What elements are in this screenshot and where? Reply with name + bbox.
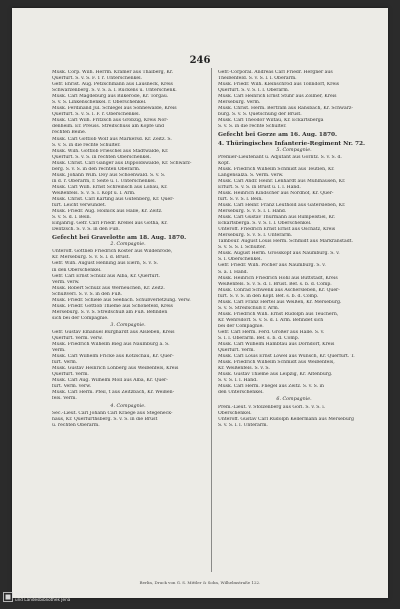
- casualty-entry-line: Musk. Carl Franz Hertel aus Weißen, Kr. Merseburg.: [218, 299, 342, 305]
- casualty-entry-line: Verm. verw.: [52, 279, 80, 285]
- casualty-entry-line: S. v. S. in die rechte Schulter.: [218, 124, 287, 130]
- company-heading-3: 3. Compagnie.: [110, 322, 146, 328]
- casualty-entry-line: Gefr. Gustav Emanuel Burghardt aus Alsleben, Kreis: [52, 329, 175, 335]
- column-divider: [211, 68, 212, 572]
- casualty-entry-line: S. v. S. d. l. Bein.: [52, 215, 92, 221]
- casualty-entry-line: Unteroff. Gottlieb Friedrich Köster aus Wildenrode,: [52, 249, 173, 255]
- casualty-entry-line: S. v. S. S. l. Schulter.: [218, 245, 266, 251]
- casualty-entry-line: Musk. Friedrich Wilhelm Bieg aus Naumburg a. S.: [52, 342, 170, 348]
- casualty-entry-line: Sec.-Lieut. Carl Johann Carl Kraege aus Stegeneck-: [52, 410, 173, 416]
- casualty-entry-line: Musk. Conrad Schwenk aus Aschersleben, Kr. Quer-: [218, 287, 340, 293]
- casualty-entry-line: Prem.-Lieut. v. Stolzenberg aus Görl. S. v. S. i.: [218, 404, 326, 410]
- casualty-entry-line: bei der Compagnie.: [218, 323, 264, 329]
- casualty-entry-line: Querfurt. S. v. S. l. l. Oberarm.: [218, 88, 290, 94]
- casualty-entry-line: Musk. Gustav Heinrich Lohberg aus Weißenfels, Kreis: [52, 366, 179, 372]
- casualty-entry-line: Musk. Carl Theodor Wiltau, Kr. Eckartsberga: [218, 118, 324, 124]
- casualty-entry-line: Einjährig. Gefr. Carl Friedr. Kreßel aus Gotha, Kr.: [52, 221, 168, 227]
- casualty-entry-line: Musk. Carl Heinrich Ernst Stuhr aus Zöllner, Kreis: [218, 94, 337, 100]
- casualty-entry-line: rechten Beine.: [52, 130, 87, 136]
- casualty-entry-line: Schußverl. S. v. S. in den Fuß.: [52, 291, 123, 297]
- casualty-entry-line: Musk. Christ. Carl Gänger aus Dippoldswalde, Kr. Schwarz-: [52, 160, 192, 166]
- casualty-entry-line: Premier-Lieutenant u. Adjutant aus Görlitz. S. v. S. d.: [218, 154, 342, 160]
- company-5-list: [218, 155, 370, 397]
- casualty-entry-line: S. l. l. Oberarm. Bef. s. b. d. Comp.: [218, 336, 300, 342]
- casualty-entry-line: furt. Verm. verw.: [52, 384, 92, 390]
- casualty-entry-line: Musk. Friedrich Wilh. Ernst Rudolph aus Teuchern,: [218, 311, 339, 317]
- casualty-entry-line: Theißenfeld. S. v. S. l. l. Oberarm.: [218, 76, 297, 82]
- casualty-entry-line: Musk. Carl Andr. Heinr. Lenhardt aus Mühlhausen, Kr.: [218, 178, 346, 184]
- casualty-entry-line: Musk. Carl Magdeburg aus Bilkerode, Kr. Torgau.: [52, 94, 169, 100]
- casualty-entry-line: furt. Verm.: [52, 360, 78, 366]
- casualty-entry-line: Querfurt. S. v. S. F. 1 r. Unterschenkel.: [52, 76, 143, 82]
- casualty-entry-line: Weißenfels. S. v. S. d. l. Brust. Bef. s. b. d. Comp.: [218, 281, 332, 287]
- casualty-entry-line: Querfurt. S. v. S. l. F. r. Oberschenkel.: [52, 112, 141, 118]
- casualty-entry-line: furt. S. v. S. in den Kopf. Bef. s. b. d. Comp.: [218, 293, 319, 299]
- casualty-entry-line: furt. Leicht verwundet.: [52, 203, 107, 209]
- casualty-entry-line: Gefr. Wilh. August Henning aus Eiern, S. v. S.: [52, 261, 158, 267]
- casualty-entry-line: sich bei der Compagnie.: [52, 315, 109, 321]
- casualty-entry-line: Kr. Weißenfels. S. v. S.: [218, 366, 270, 372]
- casualty-entry-line: S. a. l. Hand.: [218, 269, 249, 275]
- casualty-entry-line: Musk. Robert Schulz aus Werneuchen, Kr. Zeitz.: [52, 285, 165, 291]
- casualty-entry-line: Musk. Wilh. Gottlob Frieschel aus Stadtwalde, Kr.: [52, 148, 169, 154]
- company-heading-2: 2. Compagnie.: [110, 242, 146, 248]
- library-name-line-2: und Landesbibliothek Jena: [15, 597, 71, 602]
- casualty-entry-line: Musk. Friedr. Gottlob Thieme aus Schönefeld, Kreis: [52, 303, 173, 309]
- casualty-entry-line: Musk. Carl Wilh. Ernst Schreinsch aus Löbau, Kr.: [52, 184, 168, 190]
- casualty-entry-line: Oberschenkel.: [218, 410, 252, 416]
- casualty-entry-line: Gefr. Ehrist. Aug. Petzschmann aus Lausneck, Kreis: [52, 82, 173, 88]
- casualty-entry-line: Merseburg. S. v. S. Streifschuß am Fuß. Befinden: [52, 309, 168, 315]
- left-intro-list: [52, 70, 204, 233]
- company-4-list: [52, 411, 204, 429]
- casualty-entry-line: Gefr. Carl Herm. Ferd. Großer aus Halle. S. v.: [218, 329, 325, 335]
- library-watermark: [15, 592, 70, 602]
- casualty-entry-line: S. v. S. Streifschuß r. Arm.: [218, 305, 280, 311]
- casualty-entry-line: Verm.: [52, 348, 66, 354]
- company-heading-5: 5. Compagnie.: [276, 147, 312, 153]
- casualty-entry-line: Langensalza. S. Verm. verw.: [218, 172, 284, 178]
- document-page: [12, 8, 388, 598]
- casualty-entry-line: Musk. Carl Herm. Pfeil, t aus Zeitzbach, Kr. Weißen-: [52, 390, 175, 396]
- casualty-entry-line: Merseburg. Verm.: [218, 100, 261, 106]
- company-3-list: [52, 330, 204, 403]
- casualty-entry-line: Musk. Carl Gustav Thürmann aus Rumpelstiel, Kr.: [218, 215, 336, 221]
- right-column: [218, 70, 370, 429]
- casualty-entry-line: Unteroff. Gustav Carl Rudolph Kellermann aus Merseburg: [218, 416, 354, 422]
- casualty-entry-line: haus, Kr. Querfurthsberg. S. v. S. in die Brust: [52, 416, 158, 422]
- casualty-entry-line: Kopf.: [218, 160, 231, 166]
- casualty-entry-line: Musk. Heinrich Kindscher aus Nordhof, Kr. Quer-: [218, 190, 334, 196]
- casualty-entry-line: u. rechten Oberarm.: [52, 422, 100, 428]
- company-6-list: [218, 405, 370, 429]
- library-name-line-1: Thüringer Universitäts-: [15, 592, 64, 597]
- casualty-entry-line: Musk. Christ. Herm. Bertram aus Ransbach, Kr. Schwarz-: [218, 106, 353, 112]
- casualty-entry-line: Musk. Carl Herm. Fliegel aus Zeitz. S. v. S. in: [218, 384, 325, 390]
- casualty-entry-line: Schwarzenberg. S. v. S. a. l. Rückens u. Unterschenk.: [52, 88, 177, 94]
- casualty-entry-line: Querfurt. Verm.: [52, 372, 89, 378]
- casualty-entry-line: Musk. Carl Wilhelm Hambtau aus Dorndorf, Kreis: [218, 342, 335, 348]
- casualty-entry-line: Musk. Friedr. Aug. Hoinick aus Halle, Kr. Zeitz.: [52, 209, 163, 215]
- casualty-entry-line: Querfurt. Verm.: [218, 348, 255, 354]
- casualty-entry-line: Musk. Friedr. Wilh. Kleinschrod aus Tonndorf, Kreis: [218, 82, 340, 88]
- casualty-entry-line: Merseburg. S. v. S. l. Unterarm.: [218, 233, 293, 239]
- section-title-gravelotte: Gefecht bei Gravelotte am 18. Aug. 1870.: [52, 235, 187, 242]
- casualty-entry-line: Gefr. Carl Ernst Schulz aus Alba, Kr. Querfurt.: [52, 273, 160, 279]
- page-number: 246: [189, 55, 211, 66]
- casualty-entry-line: in den Oberschenkel.: [52, 267, 102, 273]
- casualty-entry-line: Weißenfels. S. v. S. l. Kopf u. l. Arm.: [52, 190, 136, 196]
- library-logo-icon: [3, 592, 13, 602]
- company-2-list: [52, 249, 204, 322]
- casualty-entry-line: Musk. August Herm. Grosskopf aus Naumburg. S. v.: [218, 251, 340, 257]
- printer-footer: Berlin, Druck von G. S. Mittler & Sohn, Wilhelmstraße 122.: [139, 580, 261, 585]
- casualty-entry-line: Gefr.-Corporal. Andreas Carl Friedr. Hergner aus: [218, 70, 333, 75]
- casualty-entry-line: Musk. Johann Wilh. Doy aus Schoenwald. S. v. S.: [52, 172, 166, 178]
- casualty-entry-line: Musk. Carl Wilhelm Fricke aus Kötzschau, Kr. Quer-: [52, 354, 174, 360]
- casualty-entry-line: Musk. Carl Gottlob Wolf aus Markersd. Kr. Zeitz. S.: [52, 136, 172, 142]
- casualty-entry-line: Musk. Carl Aug. Wilhelm Moll aus Alba, Kr. Quer-: [52, 378, 168, 384]
- casualty-entry-line: fels. Verm.: [52, 396, 77, 402]
- casualty-entry-line: Eckartsberga. S. v. S. l. l. Oberschenkel.: [218, 221, 312, 227]
- casualty-entry-line: Kr. Wehrsdorf. S. v. S. d. l. Arm. Befindet sich: [218, 317, 324, 323]
- casualty-entry-line: Unteroff. Friedrich Ernst Ernst aus Oschatz, Kreis: [218, 227, 336, 233]
- casualty-entry-line: berg. S. v. S. in den rechten Oberarm.: [52, 166, 141, 172]
- casualty-entry-line: Gefr. Friedr. Wilh. Pocher aus Naumburg. S. v.: [218, 263, 326, 269]
- casualty-entry-line: Musk. Gustav Thieme aus Leipzig, Kr. Altenburg.: [218, 372, 333, 378]
- casualty-entry-line: S. v. S. l. l. Hand.: [218, 378, 258, 384]
- casualty-entry-line: Musk. Ferdinand Jul. Schlegel aus Sonnewalde, Kreis: [52, 106, 177, 112]
- casualty-entry-line: Musk. Corp. Wilh. Herrm. Kramer aus Thalberg, Kr.: [52, 70, 174, 75]
- casualty-entry-line: Kr. Merseburg. S. v. S. l. d. Brust.: [52, 255, 130, 261]
- casualty-entry-line: Musk. Carl Wilh. Fritzsch aus Gröbzig, Kreis Nor-: [52, 118, 169, 124]
- casualty-entry-line: Musk. Friedrich Wilhelm Schmidt aus Teutlen, Kr.: [218, 166, 335, 172]
- casualty-entry-line: Musk. Friedr. Schiele aus Seebach. Schußverletzung. Verw.: [52, 297, 191, 303]
- casualty-entry-line: Erfurt. S. v. S. in Brust u. l. l. Hand.: [218, 184, 301, 190]
- casualty-entry-line: Delitzsch. S. v. S. in den Fuß.: [52, 227, 120, 233]
- company-heading-4: 4. Compagnie.: [110, 403, 146, 409]
- casualty-entry-line: burg. S. v. S. Quetschung der Brust.: [218, 112, 302, 118]
- casualty-entry-line: in d. r. Oberarm, r. Seite u. l. Unterschenkel.: [52, 178, 157, 184]
- casualty-entry-line: S. v. S. in die rechte Schulter.: [52, 142, 121, 148]
- company-heading-6: 6. Compagnie.: [276, 397, 312, 403]
- casualty-entry-line: Musk. Friedrich Wilhelm Schmidt aus Weißenfels,: [218, 360, 335, 366]
- casualty-entry-line: Musk. Heinrich Friedrich Hohl aus Buttstädt, Kreis: [218, 275, 338, 281]
- left-column: [52, 70, 204, 429]
- right-intro-list: [218, 70, 370, 130]
- casualty-entry-line: Querfurt. Verm. verw.: [52, 336, 103, 342]
- casualty-entry-line: Querfurt. S. v. S. in rechten Oberschenkel.: [52, 154, 151, 160]
- casualty-entry-line: S. v. S. Linkenschenkel. r. Oberschenkel.: [52, 100, 147, 106]
- casualty-entry-line: Tambour. August Louis Herm. Schmidt aus Markranstädt.: [218, 239, 353, 245]
- casualty-entry-line: S. v. S. l. l. Unterarm.: [218, 422, 268, 428]
- casualty-entry-line: S. l. Oberschenkel.: [218, 257, 262, 263]
- casualty-entry-line: den Unterschenkel.: [218, 390, 264, 396]
- section-title-gorze: Gefecht bei Gorze am 16. Aug. 1870.: [218, 132, 338, 139]
- casualty-entry-line: Musk. Carl Louis Ernst Löwel aus Wünsch, Kr. Querfurt. T.: [218, 354, 355, 360]
- casualty-entry-line: Merseburg. S. v. S. l. l. Hand.: [218, 209, 287, 215]
- casualty-entry-line: Musk. Christ. Carl Kärting aus Gutenberg, Kr. Quer-: [52, 196, 175, 202]
- regiment-title: 4. Thüringisches Infanterie-Regiment Nr. 72.: [218, 140, 366, 147]
- casualty-entry-line: furt. S. v. S. l. Bein.: [218, 196, 263, 202]
- casualty-entry-line: Musk. Carl Heinr. Franz Leuthold aus Gatersleben, Kr.: [218, 202, 346, 208]
- casualty-entry-line: denheim. Er. Preuss. Streifschuss am Kopfe und: [52, 124, 165, 130]
